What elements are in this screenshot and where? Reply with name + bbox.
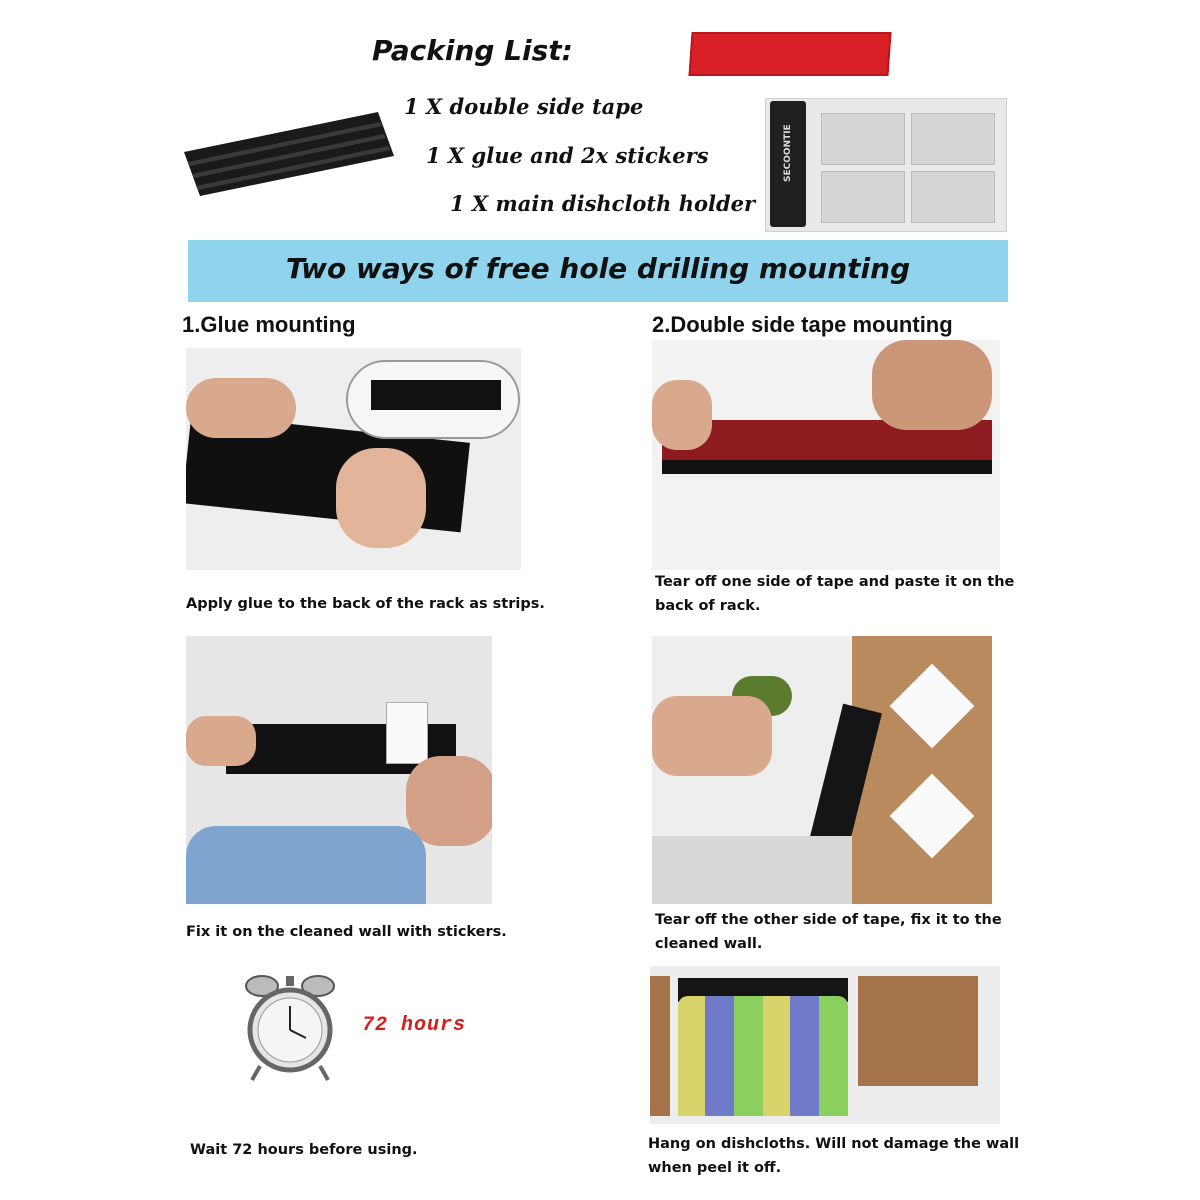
packing-list-title: Packing List:: [372, 34, 573, 67]
tape-paste-photo: [652, 340, 1000, 570]
tape-step1-caption-line1: Tear off one side of tape and paste it on the: [655, 574, 1015, 590]
glue-mounting-title: 1.Glue mounting: [182, 312, 356, 337]
alarm-clock-icon: [240, 970, 340, 1082]
glue-step2-caption: Fix it on the cleaned wall with stickers.: [186, 924, 507, 940]
packing-item-tape: 1 X double side tape: [404, 94, 644, 119]
glue-step3-caption: Wait 72 hours before using.: [190, 1142, 418, 1158]
tape-step2-caption-line2: cleaned wall.: [655, 936, 763, 952]
glue-stickers-image: [765, 98, 1007, 232]
glue-fix-wall-photo: [186, 636, 492, 904]
glue-step1-caption: Apply glue to the back of the rack as strips.: [186, 596, 545, 612]
glue-apply-photo: [186, 348, 521, 570]
dishcloth-hanging-photo: [650, 966, 1000, 1124]
glue-brand-label: SECOONTIE: [783, 124, 793, 182]
banner-text: Two ways of free hole drilling mounting: [285, 252, 911, 285]
tape-step3-caption-line2: when peel it off.: [648, 1160, 782, 1176]
packing-item-holder: 1 X main dishcloth holder: [450, 191, 756, 216]
tape-step3-caption-line1: Hang on dishcloths. Will not damage the wall: [648, 1136, 1020, 1152]
tape-step1-caption-line2: back of rack.: [655, 598, 761, 614]
hours-label: 72 hours: [362, 1014, 467, 1037]
rack-image: [182, 104, 397, 199]
mounting-banner: [188, 240, 1008, 302]
red-tape-image: [688, 32, 891, 76]
tape-step2-caption-line1: Tear off the other side of tape, fix it to the: [655, 912, 1002, 928]
tape-mounting-title: 2.Double side tape mounting: [652, 312, 953, 337]
tape-fix-wall-photo: [652, 636, 992, 904]
packing-item-glue: 1 X glue and 2x stickers: [426, 143, 709, 168]
